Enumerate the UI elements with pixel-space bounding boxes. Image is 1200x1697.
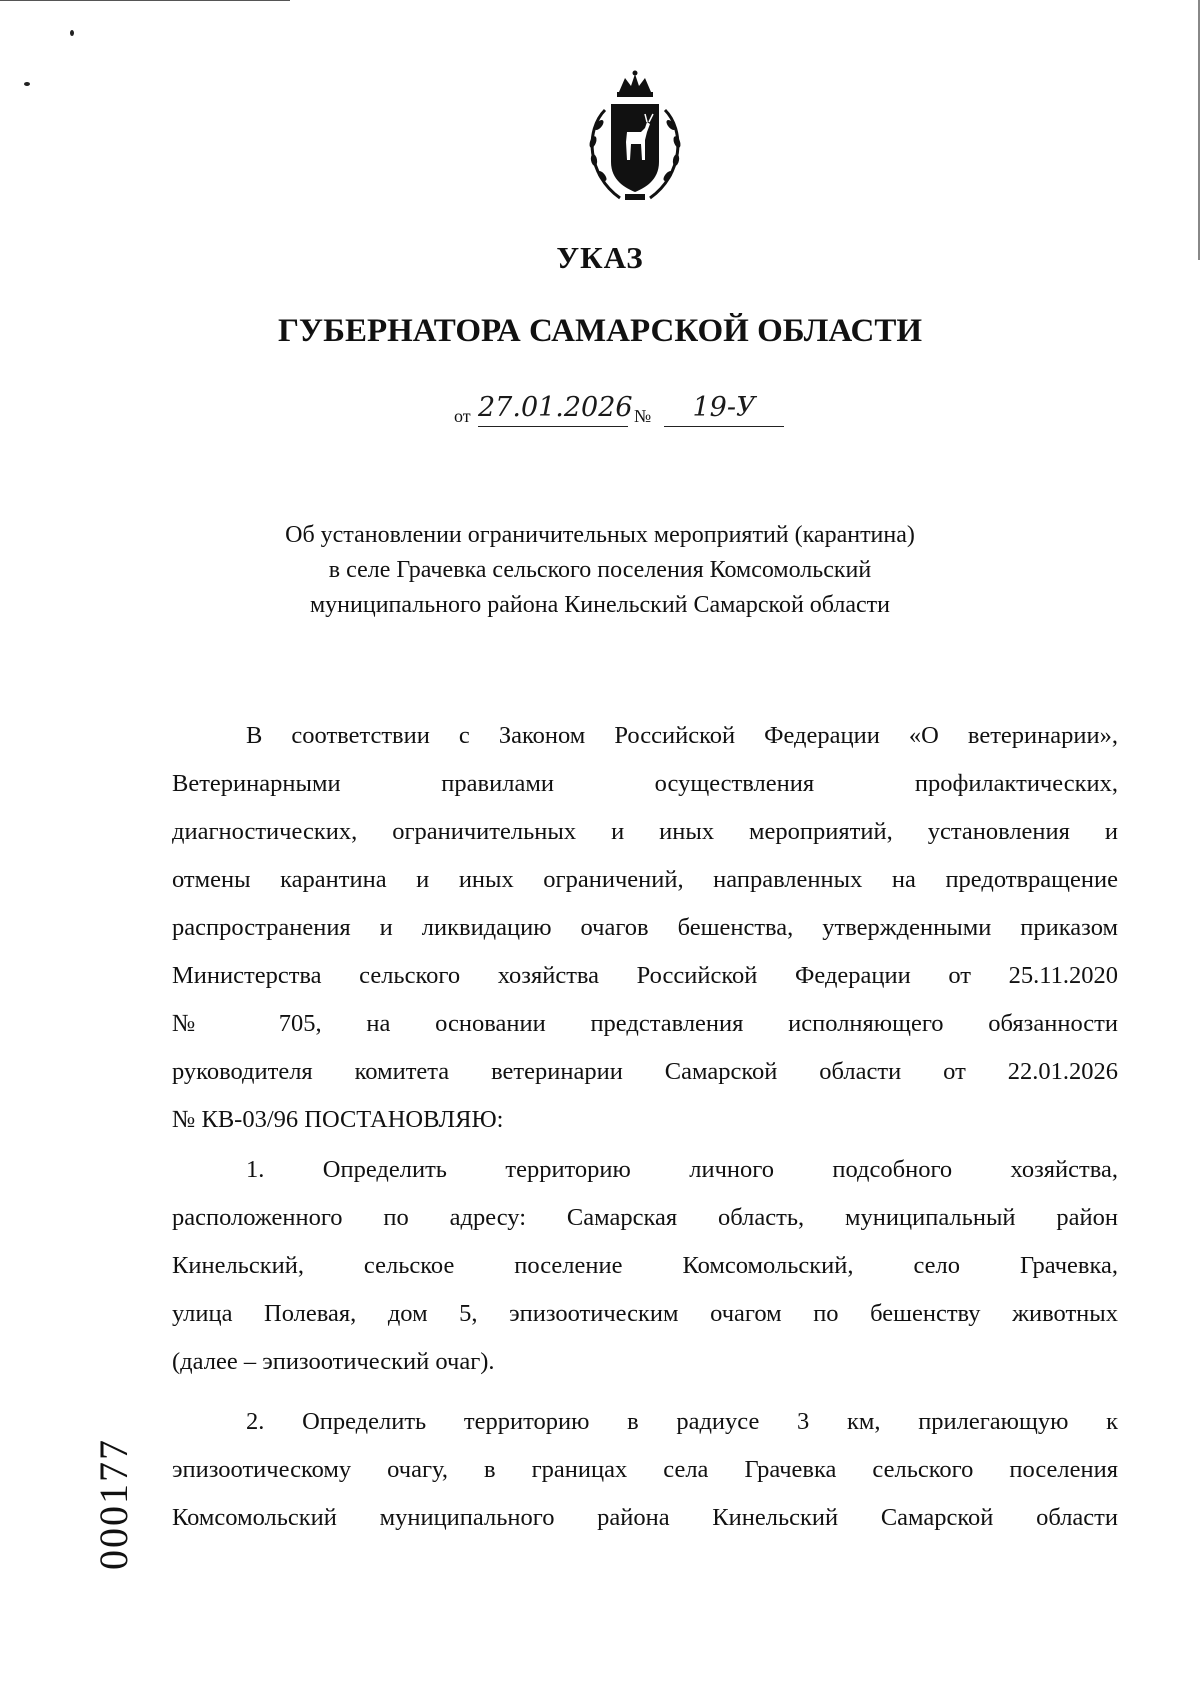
text-line: руководителя комитета ветеринарии Самарской области от 22.01.2026 — [172, 1058, 1118, 1085]
scan-speck — [24, 82, 30, 86]
text-line: Министерства сельского хозяйства Российской Федерации от 25.11.2020 — [172, 962, 1118, 989]
text-line: (далее – эпизоотический очаг). — [172, 1348, 495, 1375]
text-line: 2. Определить территорию в радиусе 3 км, прилегающую к — [246, 1408, 1118, 1435]
text-line: расположенного по адресу: Самарская область, муниципальный район — [172, 1204, 1118, 1231]
date-underline — [478, 426, 628, 427]
text-line: диагностических, ограничительных и иных мероприятий, установления и — [172, 818, 1118, 845]
heading-line: в селе Грачевка сельского поселения Комсомольский — [328, 557, 872, 583]
text-line: отмены карантина и иных ограничений, направленных на предотвращение — [172, 866, 1118, 893]
text-line: Кинельский, сельское поселение Комсомольский, село Грачевка, — [172, 1252, 1118, 1279]
date-handwritten: 27.01.2026 — [478, 392, 633, 423]
heading-line: Об установлении ограничительных мероприятий (карантина) — [285, 522, 915, 548]
text-line: В соответствии с Законом Российской Федерации «О ветеринарии», — [246, 722, 1118, 749]
coat-of-arms-emblem — [575, 70, 695, 210]
text-line: эпизоотическому очагу, в границах села Грачевка сельского поселения — [172, 1456, 1118, 1483]
text-line: Ветеринарными правилами осуществления профилактических, — [172, 770, 1118, 797]
text-line: № 705, на основании представления исполняющего обязанности — [172, 1010, 1118, 1037]
text-line: улица Полевая, дом 5, эпизоотическим очагом по бешенству животных — [172, 1300, 1118, 1327]
decree-subtitle: ГУБЕРНАТОРА САМАРСКОЙ ОБЛАСТИ — [277, 313, 923, 349]
preamble-paragraph — [172, 712, 1118, 1144]
number-underline — [664, 426, 784, 427]
text-line: распространения и ликвидацию очагов бешенства, утвержденными приказом — [172, 914, 1118, 941]
clause-1-paragraph — [172, 1146, 1118, 1386]
decree-title: УКАЗ — [556, 240, 644, 275]
decree-body — [172, 712, 1118, 1542]
number-prefix: № — [634, 406, 652, 426]
text-line: 1. Определить территорию личного подсобного хозяйства, — [246, 1156, 1118, 1183]
clause-2-paragraph — [172, 1398, 1118, 1542]
heading-line: муниципального района Кинельский Самарской области — [309, 592, 891, 618]
date-prefix: от — [454, 406, 471, 426]
registration-side-number: 000177 — [91, 1438, 136, 1570]
text-line: № КВ-03/96 ПОСТАНОВЛЯЮ: — [172, 1106, 504, 1133]
text-line: Комсомольский муниципального района Кинельский Самарской области — [172, 1504, 1118, 1531]
scan-edge-top — [0, 0, 290, 1]
number-handwritten: 19-У — [692, 392, 756, 423]
scan-speck — [70, 30, 74, 36]
decree-heading — [0, 518, 1200, 623]
